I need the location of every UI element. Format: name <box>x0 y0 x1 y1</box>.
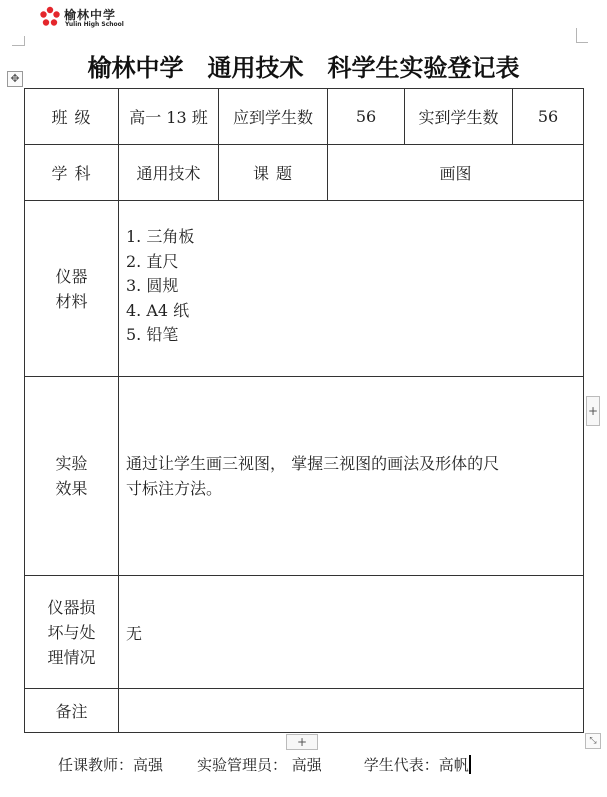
damage-label <box>25 576 119 689</box>
logo-chinese-name: 榆林中学 <box>64 8 117 22</box>
effect-text-line: 通过让学生画三视图， 掌握三视图的画法及形体的尺 <box>126 454 500 473</box>
school-logo <box>38 5 138 29</box>
materials-label-line: 仪器 <box>55 266 88 286</box>
class-label: 班 级 <box>25 89 119 145</box>
crop-mark <box>12 45 25 46</box>
damage-label-line: 仪器损 <box>47 597 96 617</box>
damage-label-line: 坏与处 <box>47 622 96 642</box>
effect-label-line: 效果 <box>55 479 88 498</box>
table-move-handle-icon[interactable]: ✥ <box>7 71 23 87</box>
table-row <box>25 689 584 733</box>
table-row <box>25 89 584 145</box>
topic-label: 课 题 <box>219 145 328 201</box>
effect-text-line: 寸标注方法。 <box>126 479 223 498</box>
list-item: 5. 铅笔 <box>126 325 179 344</box>
table-row <box>25 576 584 689</box>
materials-list <box>126 225 583 348</box>
list-item: 3. 圆规 <box>126 276 179 295</box>
registration-table <box>24 88 584 733</box>
add-column-button[interactable]: + <box>586 396 600 426</box>
list-item: 2. 直尺 <box>126 251 179 271</box>
table-row <box>25 145 584 201</box>
expected-count-value[interactable]: 56 <box>328 89 405 145</box>
materials-value[interactable] <box>119 201 584 377</box>
list-item: 4. A4 纸 <box>126 300 190 320</box>
signature-line <box>58 754 471 775</box>
table-resize-icon[interactable]: ⤡ <box>585 733 601 749</box>
remarks-value[interactable] <box>119 689 584 733</box>
remarks-label: 备注 <box>25 689 119 733</box>
table-row <box>25 377 584 576</box>
effect-label-line: 实验 <box>55 454 88 473</box>
crop-mark <box>576 42 588 43</box>
materials-label <box>25 201 119 377</box>
damage-label-line: 理情况 <box>47 647 96 667</box>
effect-value[interactable] <box>119 377 584 576</box>
effect-label <box>25 377 119 576</box>
student-signature[interactable]: 学生代表：高帆 <box>363 756 469 774</box>
subject-value[interactable]: 通用技术 <box>119 145 219 201</box>
teacher-signature: 任课教师：高强 <box>58 756 164 774</box>
table-row <box>25 201 584 377</box>
materials-label-line: 材料 <box>55 291 88 311</box>
logo-english-name: Yulin High School <box>65 21 124 28</box>
crop-mark <box>576 28 577 42</box>
add-row-button[interactable]: + <box>286 734 318 750</box>
text-cursor <box>469 755 471 774</box>
page-title: 榆林中学 通用技术 科学生实验登记表 <box>87 54 520 82</box>
expected-count-label: 应到学生数 <box>219 89 328 145</box>
actual-count-label: 实到学生数 <box>405 89 513 145</box>
subject-label: 学 科 <box>25 145 119 201</box>
logo-flower-icon <box>38 5 62 29</box>
manager-signature: 实验管理员： 高强 <box>197 756 322 774</box>
class-value[interactable]: 高一 13 班 <box>119 89 219 145</box>
list-item: 1. 三角板 <box>126 227 195 246</box>
damage-value[interactable]: 无 <box>119 576 584 689</box>
topic-value[interactable]: 画图 <box>328 145 584 201</box>
actual-count-value[interactable]: 56 <box>513 89 584 145</box>
